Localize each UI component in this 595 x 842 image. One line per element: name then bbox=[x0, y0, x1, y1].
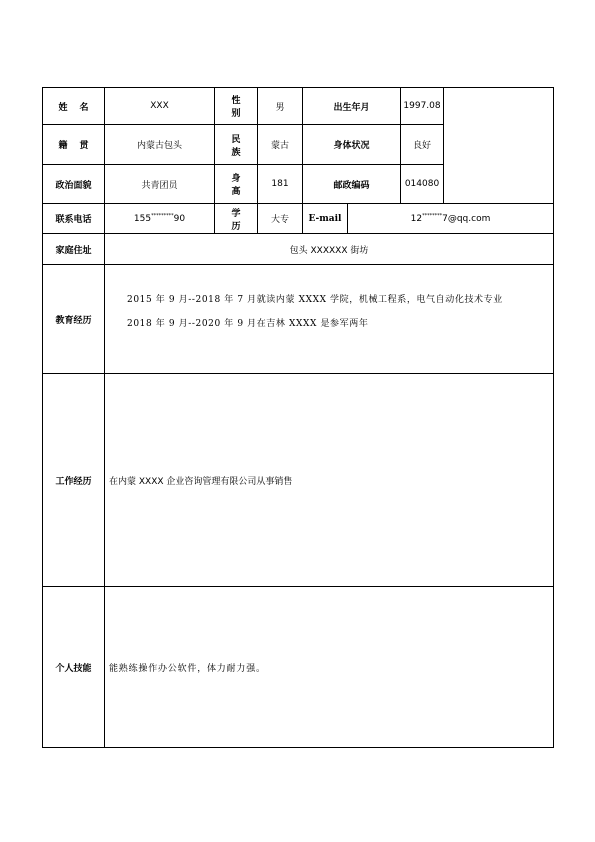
resume-table bbox=[42, 87, 554, 748]
phone-prefix: 155 bbox=[133, 214, 152, 224]
postcode-label: 邮政编码 bbox=[303, 165, 401, 204]
ethnicity-value: 蒙古 bbox=[258, 125, 303, 165]
email-mask: ******** bbox=[422, 213, 443, 219]
phone-suffix: 90 bbox=[173, 214, 186, 224]
email-value bbox=[348, 204, 554, 234]
education-section-label: 教育经历 bbox=[43, 265, 105, 374]
native-place-label: 籍贯 bbox=[43, 125, 105, 165]
photo-box bbox=[444, 88, 554, 204]
skills-section-content: 能熟练操作办公软件，体力耐力强。 bbox=[105, 587, 554, 748]
education-section-content bbox=[105, 265, 554, 374]
health-label: 身体状况 bbox=[303, 125, 401, 165]
health-value: 良好 bbox=[401, 125, 444, 165]
name-label: 姓名 bbox=[43, 88, 105, 125]
birth-label: 出生年月 bbox=[303, 88, 401, 125]
address-value: 包头 XXXXXX 街坊 bbox=[105, 234, 554, 265]
gender-label: 性别 bbox=[215, 88, 258, 125]
skills-section-label: 个人技能 bbox=[43, 587, 105, 748]
education-level-value: 大专 bbox=[258, 204, 303, 234]
phone-value bbox=[105, 204, 215, 234]
political-value: 共青团员 bbox=[105, 165, 215, 204]
email-prefix: 12 bbox=[410, 214, 423, 224]
height-label: 身高 bbox=[215, 165, 258, 204]
ethnicity-label: 民族 bbox=[215, 125, 258, 165]
email-suffix: 7@qq.com bbox=[442, 214, 491, 224]
phone-label: 联系电话 bbox=[43, 204, 105, 234]
gender-value: 男 bbox=[258, 88, 303, 125]
education-line: 2015 年 9 月--2018 年 7 月就读内蒙 XXXX 学院，机械工程系，电气自动化技术专业 bbox=[127, 295, 503, 305]
work-section-label: 工作经历 bbox=[43, 374, 105, 587]
education-line: 2018 年 9 月--2020 年 9 月在吉林 XXXX 是参军两年 bbox=[127, 319, 369, 329]
education-level-label: 学历 bbox=[215, 204, 258, 234]
political-label: 政治面貌 bbox=[43, 165, 105, 204]
resume-form bbox=[42, 87, 553, 749]
address-label: 家庭住址 bbox=[43, 234, 105, 265]
birth-value: 1997.08 bbox=[401, 88, 444, 125]
email-label: E-mail bbox=[303, 204, 348, 234]
phone-mask: ********* bbox=[151, 213, 174, 219]
postcode-value: 014080 bbox=[401, 165, 444, 204]
native-place-value: 内蒙古包头 bbox=[105, 125, 215, 165]
work-section-content: 在内蒙 XXXX 企业咨询管理有限公司从事销售 bbox=[105, 374, 554, 587]
name-value: XXX bbox=[105, 88, 215, 125]
height-value: 181 bbox=[258, 165, 303, 204]
